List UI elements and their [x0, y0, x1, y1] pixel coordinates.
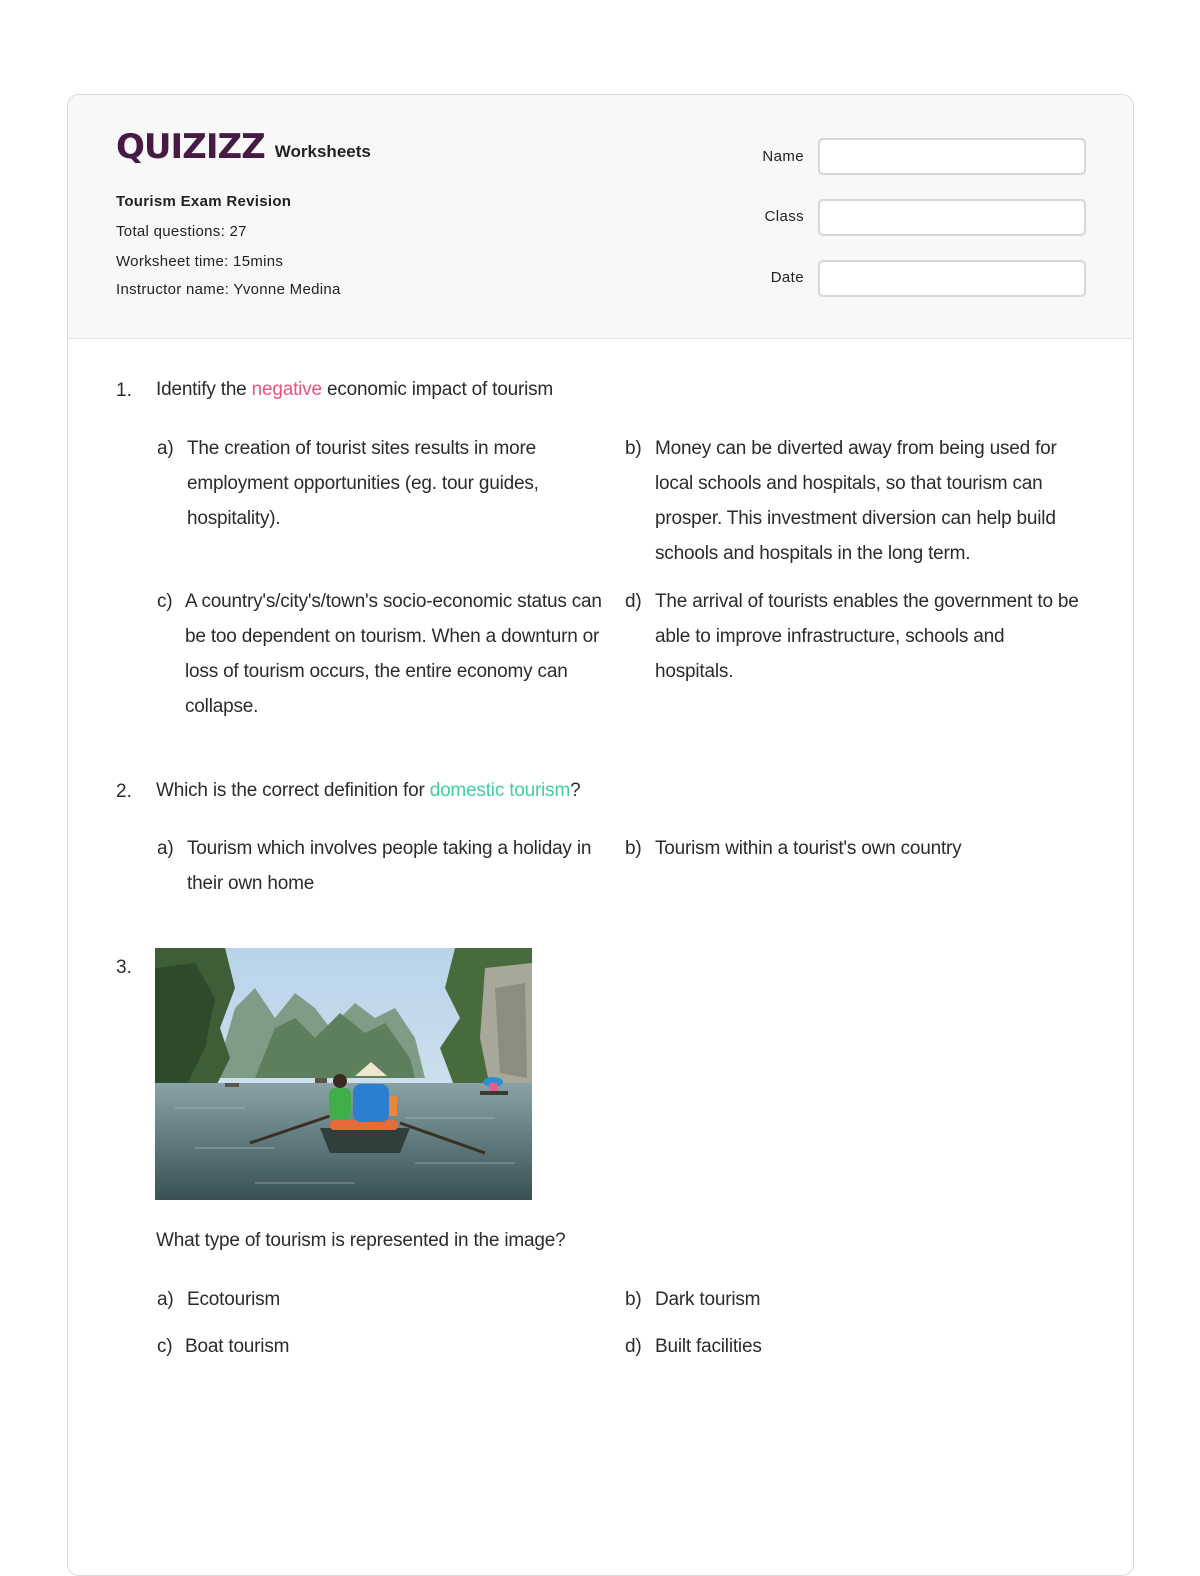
question-prompt: What type of tourism is represented in the image?: [156, 1230, 566, 1251]
option-text: Tourism which involves people taking a holiday in their own home: [187, 838, 592, 894]
answer-option[interactable]: [157, 1282, 607, 1317]
class-field[interactable]: [818, 199, 1086, 236]
option-letter: d): [625, 1336, 642, 1357]
question-highlight: domestic tourism: [429, 780, 571, 801]
option-letter: b): [625, 1289, 642, 1310]
question-text-prefix: Identify the: [156, 379, 252, 400]
option-letter: a): [157, 1289, 174, 1310]
answer-option[interactable]: [625, 1329, 1087, 1364]
option-letter: d): [625, 591, 642, 612]
answer-option[interactable]: [157, 831, 607, 901]
question-number: 2.: [116, 781, 132, 802]
answer-option[interactable]: [625, 584, 1087, 689]
answer-option[interactable]: [625, 831, 1087, 866]
question-text: [156, 773, 956, 808]
option-letter: a): [157, 838, 174, 859]
option-text: The arrival of tourists enables the government to be able to improve infrastructure, schools and hospitals.: [655, 591, 1079, 682]
answer-option[interactable]: [157, 1329, 607, 1364]
answer-option[interactable]: [625, 431, 1087, 571]
question-text-suffix: economic impact of tourism: [321, 379, 554, 400]
option-text: Money can be diverted away from being used for local schools and hospitals, so that tourism can prosper. This investment diversion can help build schools and hospitals in the long term.: [655, 438, 1057, 564]
option-letter: c): [157, 591, 173, 612]
question-number: 1.: [116, 380, 132, 401]
date-label: Date: [770, 269, 804, 286]
logo-sub-label: Worksheets: [274, 142, 371, 161]
option-letter: c): [157, 1336, 173, 1357]
question-text: [156, 372, 956, 407]
worksheet-title: Tourism Exam Revision: [116, 193, 292, 210]
question-text-prefix: Which is the correct definition for: [156, 780, 430, 801]
question-text-suffix: ?: [570, 780, 581, 801]
option-text: Dark tourism: [655, 1289, 761, 1310]
answer-option[interactable]: [157, 584, 607, 724]
option-letter: b): [625, 438, 642, 459]
option-letter: a): [157, 438, 174, 459]
total-questions: Total questions: 27: [116, 223, 247, 240]
quizizz-logo: [116, 129, 371, 165]
class-label: Class: [764, 208, 804, 225]
date-field[interactable]: [818, 260, 1086, 297]
option-text: Ecotourism: [187, 1289, 281, 1310]
boat-tour-photo: [155, 948, 532, 1200]
instructor-name: Instructor name: Yvonne Medina: [116, 281, 341, 298]
option-letter: b): [625, 838, 642, 859]
worksheet-header: [68, 95, 1133, 339]
answer-option[interactable]: [157, 431, 607, 536]
logo-wordmark: QUIZIZZ: [116, 127, 265, 167]
option-text: Tourism within a tourist's own country: [655, 838, 962, 859]
question-number: 3.: [116, 957, 132, 978]
option-text: Built facilities: [655, 1336, 762, 1357]
option-text: A country's/city's/town's socio-economic status can be too dependent on tourism. When a downturn or loss of tourism occurs, the entire economy can collapse.: [185, 591, 602, 717]
option-text: Boat tourism: [185, 1336, 290, 1357]
worksheet-time: Worksheet time: 15mins: [116, 253, 284, 270]
name-label: Name: [762, 148, 804, 165]
question-highlight: negative: [251, 379, 322, 400]
answer-option[interactable]: [625, 1282, 1087, 1317]
option-text: The creation of tourist sites results in more employment opportunities (eg. tour guides, hospitality).: [187, 438, 539, 529]
name-field[interactable]: [818, 138, 1086, 175]
